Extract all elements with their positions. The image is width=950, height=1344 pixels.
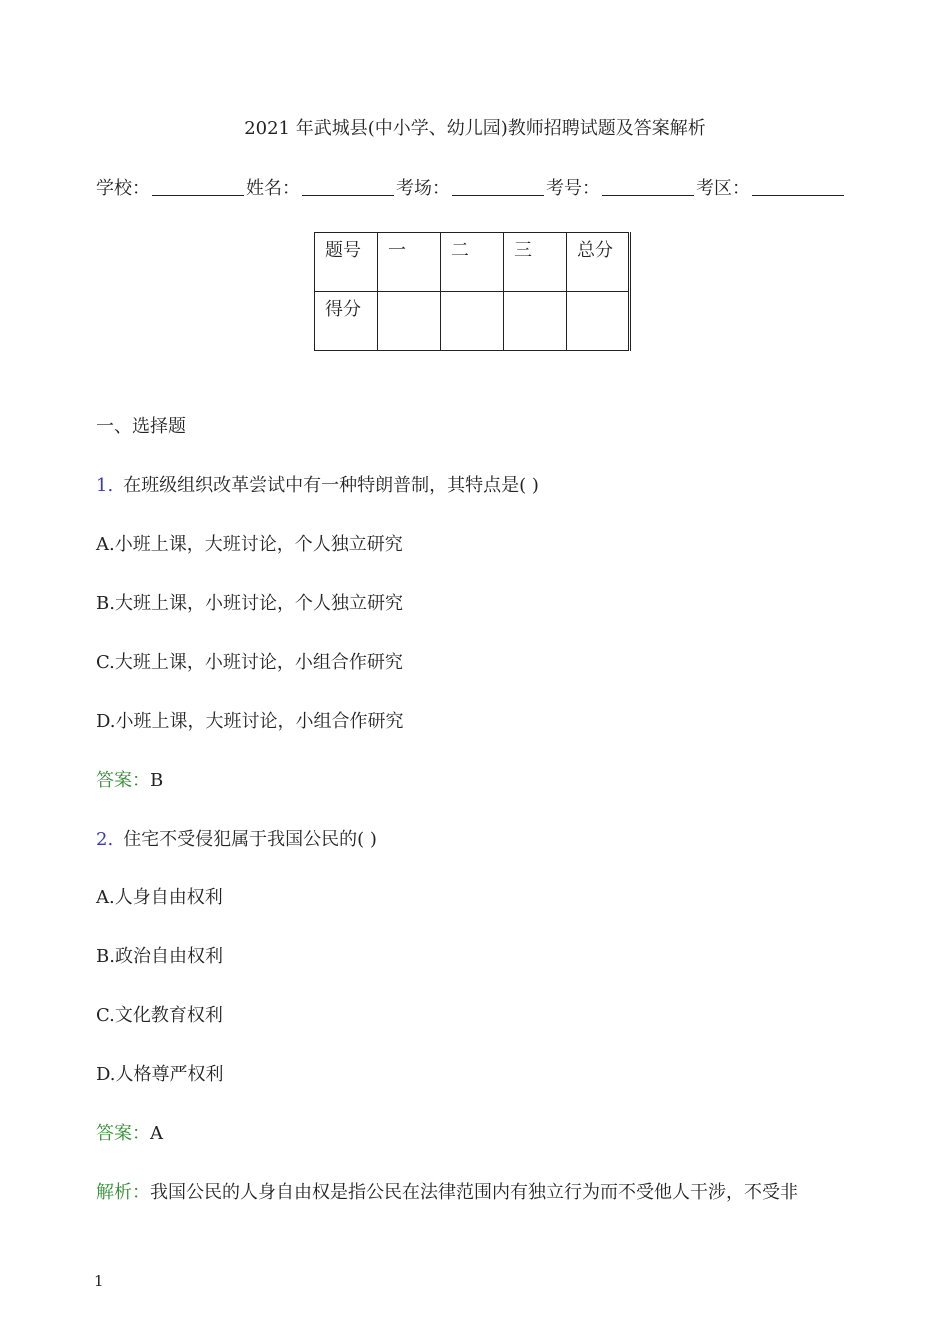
score-cell	[504, 292, 567, 351]
option-d: D.小班上课，大班讨论，小组合作研究	[96, 711, 404, 732]
page-number: 1	[94, 1272, 104, 1290]
score-table-header-row	[315, 233, 630, 292]
question-number: 2.	[96, 829, 114, 850]
room-blank	[452, 195, 544, 196]
header-cell: 二	[441, 233, 504, 292]
answer-line	[96, 1119, 163, 1145]
question-text: 在班级组织改革尝试中有一种特朗普制，其特点是( )	[123, 475, 539, 496]
score-table-score-row	[315, 292, 630, 351]
question-text: 住宅不受侵犯属于我国公民的( )	[123, 829, 377, 850]
answer-label: 答案：	[96, 770, 150, 791]
question-2	[96, 825, 377, 851]
school-label: 学校：	[96, 178, 150, 199]
answer-value: A	[150, 1123, 163, 1144]
name-blank	[302, 195, 394, 196]
school-blank	[152, 195, 244, 196]
option-c: C.文化教育权利	[96, 1005, 223, 1026]
question-1	[96, 471, 539, 497]
number-label: 考号：	[546, 178, 600, 199]
header-cell: 三	[504, 233, 567, 292]
option-b: B.大班上课，小班讨论，个人独立研究	[96, 593, 403, 614]
section-title: 一、选择题	[96, 416, 186, 437]
exam-info-line	[96, 174, 846, 200]
score-table	[314, 232, 631, 351]
question-number: 1.	[96, 475, 114, 496]
analysis-line	[96, 1178, 798, 1204]
answer-line	[96, 766, 163, 792]
header-cell: 题号	[315, 233, 378, 292]
row-label-cell: 得分	[315, 292, 378, 351]
analysis-text: 我国公民的人身自由权是指公民在法律范围内有独立行为而不受他人干涉，不受非	[150, 1182, 798, 1203]
analysis-label: 解析：	[96, 1182, 150, 1203]
option-b: B.政治自由权利	[96, 946, 223, 967]
option-d: D.人格尊严权利	[96, 1064, 224, 1085]
option-a: A.人身自由权利	[96, 887, 223, 908]
answer-label: 答案：	[96, 1123, 150, 1144]
score-cell	[567, 292, 630, 351]
score-cell	[378, 292, 441, 351]
option-a: A.小班上课，大班讨论，个人独立研究	[96, 534, 403, 555]
district-label: 考区：	[696, 178, 750, 199]
answer-value: B	[150, 770, 164, 791]
room-label: 考场：	[396, 178, 450, 199]
document-title: 2021 年武城县(中小学、幼儿园)教师招聘试题及答案解析	[244, 118, 706, 139]
number-blank	[602, 195, 694, 196]
score-cell	[441, 292, 504, 351]
name-label: 姓名：	[246, 178, 300, 199]
option-c: C.大班上课，小班讨论，小组合作研究	[96, 652, 403, 673]
district-blank	[752, 195, 844, 196]
header-cell: 一	[378, 233, 441, 292]
header-cell: 总分	[567, 233, 630, 292]
